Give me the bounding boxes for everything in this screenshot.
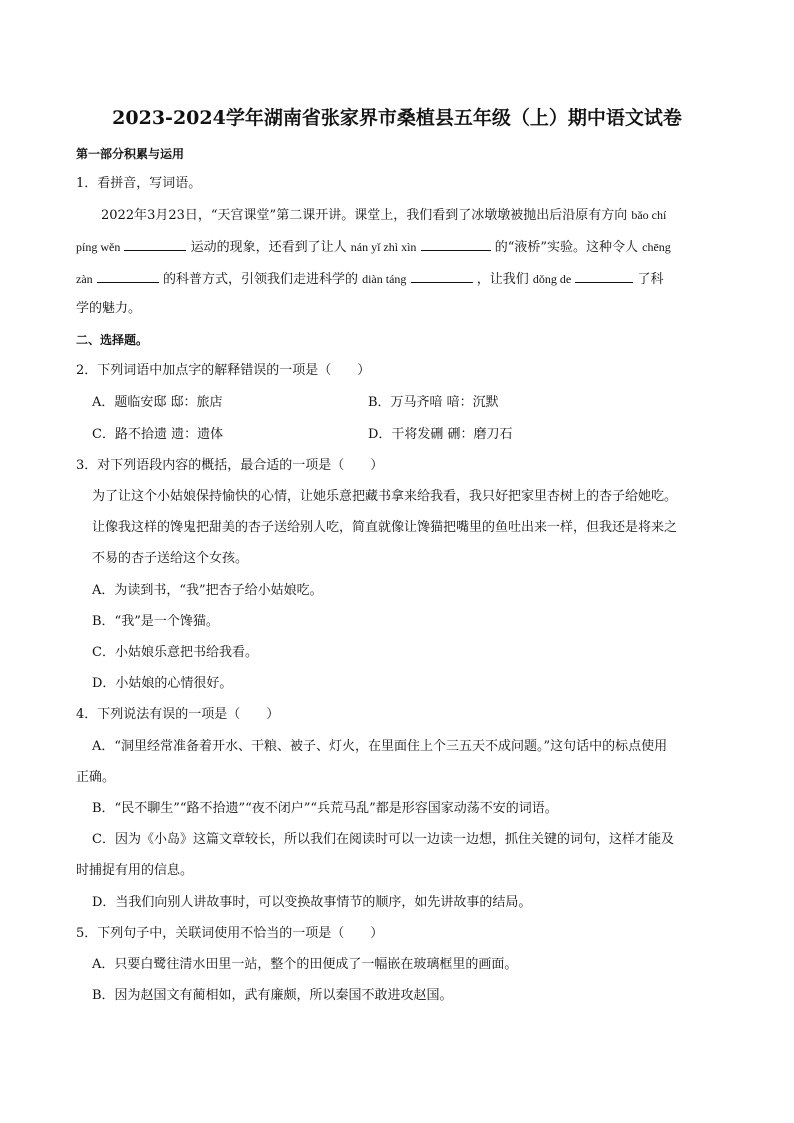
choice-4-b[interactable]: B．“民不聊生”“路不拾遗”“夜不闭户”“兵荒马乱”都是形容国家动荡不安的词语。 (92, 801, 558, 816)
section-heading-part1: 第一部分积累与运用 (76, 147, 185, 161)
answer-blank-1[interactable] (124, 238, 186, 251)
question-1-stem: 1．看拼音，写词语。 (76, 176, 202, 191)
pinyin-zan: zàn (76, 272, 93, 286)
choice-4-a[interactable]: A．“洞里经常准备着开水、干粮、被子、灯火，在里面住上个三五天不成问题。”这句话中的标点使用 (92, 739, 668, 754)
choice-4-c[interactable]: C．因为《小岛》这篇文章较长，所以我们在阅读时可以一边读一边想，抓住关键的词句，这样才能及 (92, 832, 674, 847)
question-1-line-3 (76, 270, 663, 289)
choice-2-b[interactable]: B．万马齐喑 喑：沉默 (368, 395, 499, 410)
question-3-passage-line-1: 为了让这个小姑娘保持愉快的心情，让她乐意把藏书拿来给我看，我只好把家里杏树上的杏子给她吃。 (92, 489, 678, 504)
question-1-text: 的科普方式，引领我们走进科学的 (162, 272, 358, 287)
choice-3-c[interactable]: C．小姑娘乐意把书给我看。 (92, 645, 258, 660)
question-1-text: 了科 (637, 272, 664, 287)
question-5-stem: 5．下列句子中，关联词使用不恰当的一项是（ ） (76, 926, 384, 941)
question-1-line-2 (76, 238, 671, 257)
choice-5-b[interactable]: B．因为赵国文有蔺相如，武有廉颇，所以秦国不敢进攻赵国。 (92, 988, 453, 1003)
choice-4-c-continued[interactable]: 时捕捉有用的信息。 (76, 863, 194, 878)
choice-2-a[interactable]: A．题临安邸 邸：旅店 (92, 395, 223, 410)
pinyin-nan-yi-zhi-xin: nán yǐ zhì xìn (350, 240, 417, 254)
answer-blank-2[interactable] (421, 238, 491, 251)
pinyin-cheng: chēng (642, 240, 671, 254)
question-4-stem: 4．下列说法有误的一项是（ ） (76, 707, 280, 722)
pinyin-dian-tang: diàn táng (362, 272, 407, 286)
answer-blank-3[interactable] (97, 270, 159, 283)
choice-3-d[interactable]: D．小姑娘的心情很好。 (92, 676, 233, 691)
answer-blank-5[interactable] (575, 270, 633, 283)
question-3-passage-line-3: 不易的杏子送给这个女孩。 (92, 551, 249, 566)
question-1-line-4: 学的魅力。 (76, 301, 142, 316)
choice-2-c[interactable]: C．路不拾遗 遗：遗体 (92, 427, 224, 442)
choice-5-a[interactable]: A．只要白鹭往清水田里一站，整个的田便成了一幅嵌在玻璃框里的画面。 (92, 957, 518, 972)
question-1-text: 2022年3月23日，“天宫课堂”第二课开讲。课堂上，我们看到了冰墩墩被抛出后沿原有方向 (101, 208, 628, 223)
question-1-text: ，让我们 (476, 272, 529, 287)
choice-2-d[interactable]: D．干将发硎 硎：磨刀石 (368, 427, 513, 442)
question-3-stem: 3．对下列语段内容的概括，最合适的一项是（ ） (76, 458, 384, 473)
question-2-stem: 2．下列词语中加点字的解释错误的一项是（ ） (76, 363, 371, 378)
pinyin-bao-chi: bǎo chí (631, 208, 667, 222)
answer-blank-4[interactable] (411, 270, 473, 283)
choice-4-a-continued[interactable]: 正确。 (76, 770, 116, 785)
question-1-text: 的“液桥”实验。这种令人 (494, 240, 638, 255)
pinyin-dong-de: dǒng de (532, 272, 572, 286)
pinyin-ping-wen: píng wěn (76, 240, 121, 254)
question-1-line-1 (101, 206, 666, 225)
page-title: 2023-2024学年湖南省张家界市桑植县五年级（上）期中语文试卷 (112, 107, 682, 129)
section-heading-part2: 二、选择题。 (76, 333, 149, 347)
question-3-passage-line-2: 让像我这样的馋鬼把甜美的杏子送给别人吃，简直就像让馋猫把嘴里的鱼吐出来一样，但我还是将来之 (92, 520, 678, 535)
question-1-text: 运动的现象，还看到了让人 (190, 240, 347, 255)
choice-4-d[interactable]: D．当我们向别人讲故事时，可以变换故事情节的顺序，如先讲故事的结局。 (92, 895, 532, 910)
choice-3-b[interactable]: B．“我”是一个馋猫。 (92, 614, 219, 629)
choice-3-a[interactable]: A．为读到书，“我”把杏子给小姑娘吃。 (92, 583, 323, 598)
